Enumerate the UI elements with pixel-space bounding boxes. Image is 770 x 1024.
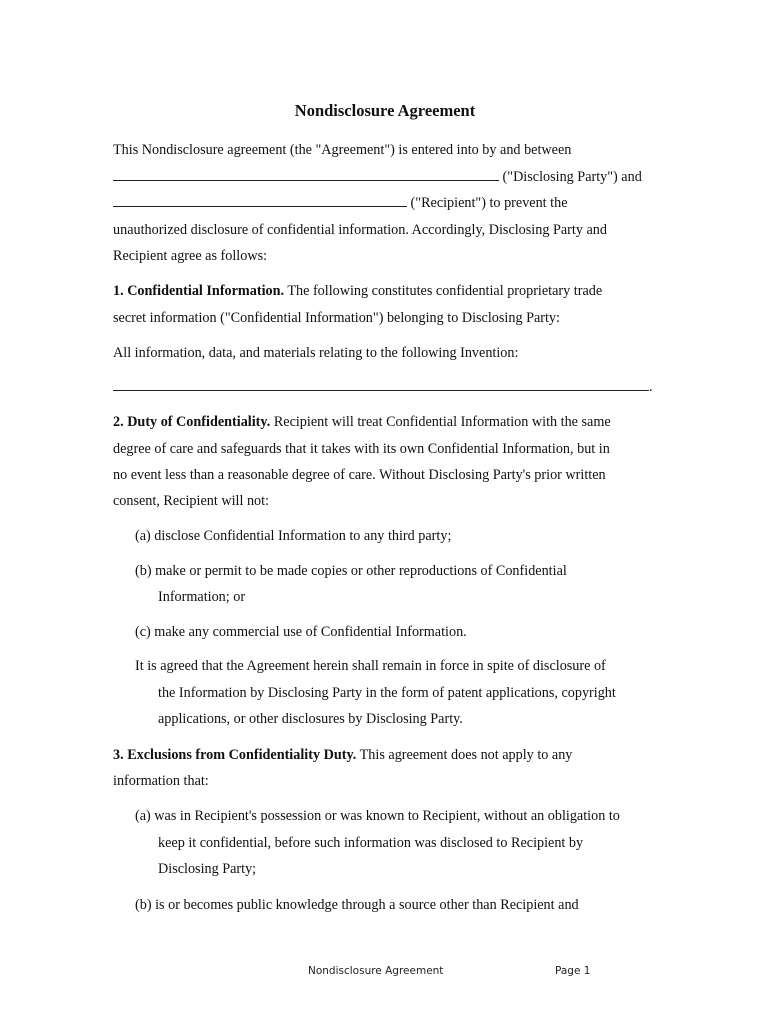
section-3-item-a-cont-1: keep it confidential, before such information was disclosed to Recipient by	[158, 835, 584, 851]
list-marker: (a)	[135, 808, 151, 824]
document-title: Nondisclosure Agreement	[294, 101, 476, 120]
disclosing-party-blank[interactable]	[113, 168, 499, 181]
invention-blank-period: .	[649, 379, 653, 395]
section-2-item-b	[135, 562, 567, 580]
disclosing-party-suffix: ("Disclosing Party") and	[502, 169, 642, 185]
section-2-text: Recipient will treat Confidential Information with the same	[273, 414, 611, 430]
list-marker: (a)	[135, 528, 151, 544]
section-1-line-1	[113, 282, 602, 300]
section-2-agreed-line-2: the Information by Disclosing Party in the form of patent applications, copyright	[158, 685, 616, 701]
section-1-line-3: All information, data, and materials relating to the following Invention:	[113, 345, 519, 361]
section-2-agreed-line-1: It is agreed that the Agreement herein shall remain in force in spite of disclosure of	[135, 658, 606, 674]
list-item-text: disclose Confidential Information to any third party;	[154, 528, 452, 544]
section-3-text: This agreement does not apply to any	[359, 747, 573, 763]
section-1-line-4	[113, 378, 653, 396]
section-2-line-4: consent, Recipient will not:	[113, 493, 270, 509]
list-item-text: was in Recipient's possession or was known to Recipient, without an obligation to	[154, 808, 620, 824]
section-1-heading: 1. Confidential Information.	[113, 283, 285, 299]
list-item-text: make any commercial use of Confidential Information.	[154, 624, 467, 640]
list-marker: (b)	[135, 563, 152, 579]
section-2-agreed-line-3: applications, or other disclosures by Disclosing Party.	[158, 711, 463, 727]
section-3-line-2: information that:	[113, 773, 209, 789]
intro-line-3	[113, 194, 568, 212]
section-3-line-1	[113, 746, 572, 764]
section-2-item-c	[135, 623, 467, 641]
section-2-item-a	[135, 527, 451, 545]
intro-line-2	[113, 168, 642, 186]
intro-line-1: This Nondisclosure agreement (the "Agreement") is entered into by and between	[113, 142, 572, 158]
section-3-item-a	[135, 807, 620, 825]
section-2-line-2: degree of care and safeguards that it takes with its own Confidential Information, but in	[113, 441, 610, 457]
list-item-text: make or permit to be made copies or other reproductions of Confidential	[155, 563, 567, 579]
section-1-line-2: secret information ("Confidential Information") belonging to Disclosing Party:	[113, 310, 560, 326]
intro-line-4: unauthorized disclosure of confidential information. Accordingly, Disclosing Party and	[113, 222, 607, 238]
list-marker: (b)	[135, 897, 152, 913]
footer-page-number: Page 1	[555, 965, 591, 977]
recipient-blank[interactable]	[113, 194, 407, 207]
list-marker: (c)	[135, 624, 151, 640]
invention-blank[interactable]	[113, 378, 649, 391]
footer-title: Nondisclosure Agreement	[308, 965, 444, 977]
section-2-line-1	[113, 413, 611, 431]
section-2-heading: 2. Duty of Confidentiality.	[113, 414, 271, 430]
recipient-suffix: ("Recipient") to prevent the	[410, 195, 568, 211]
section-3-item-a-cont-2: Disclosing Party;	[158, 861, 257, 877]
section-3-heading: 3. Exclusions from Confidentiality Duty.	[113, 747, 357, 763]
list-item-text: is or becomes public knowledge through a source other than Recipient and	[155, 897, 579, 913]
section-3-item-b	[135, 896, 579, 914]
section-1-text: The following constitutes confidential proprietary trade	[287, 283, 603, 299]
section-2-line-3: no event less than a reasonable degree of care. Without Disclosing Party's prior written	[113, 467, 606, 483]
intro-line-5: Recipient agree as follows:	[113, 248, 268, 264]
section-2-item-b-cont: Information; or	[158, 589, 246, 605]
